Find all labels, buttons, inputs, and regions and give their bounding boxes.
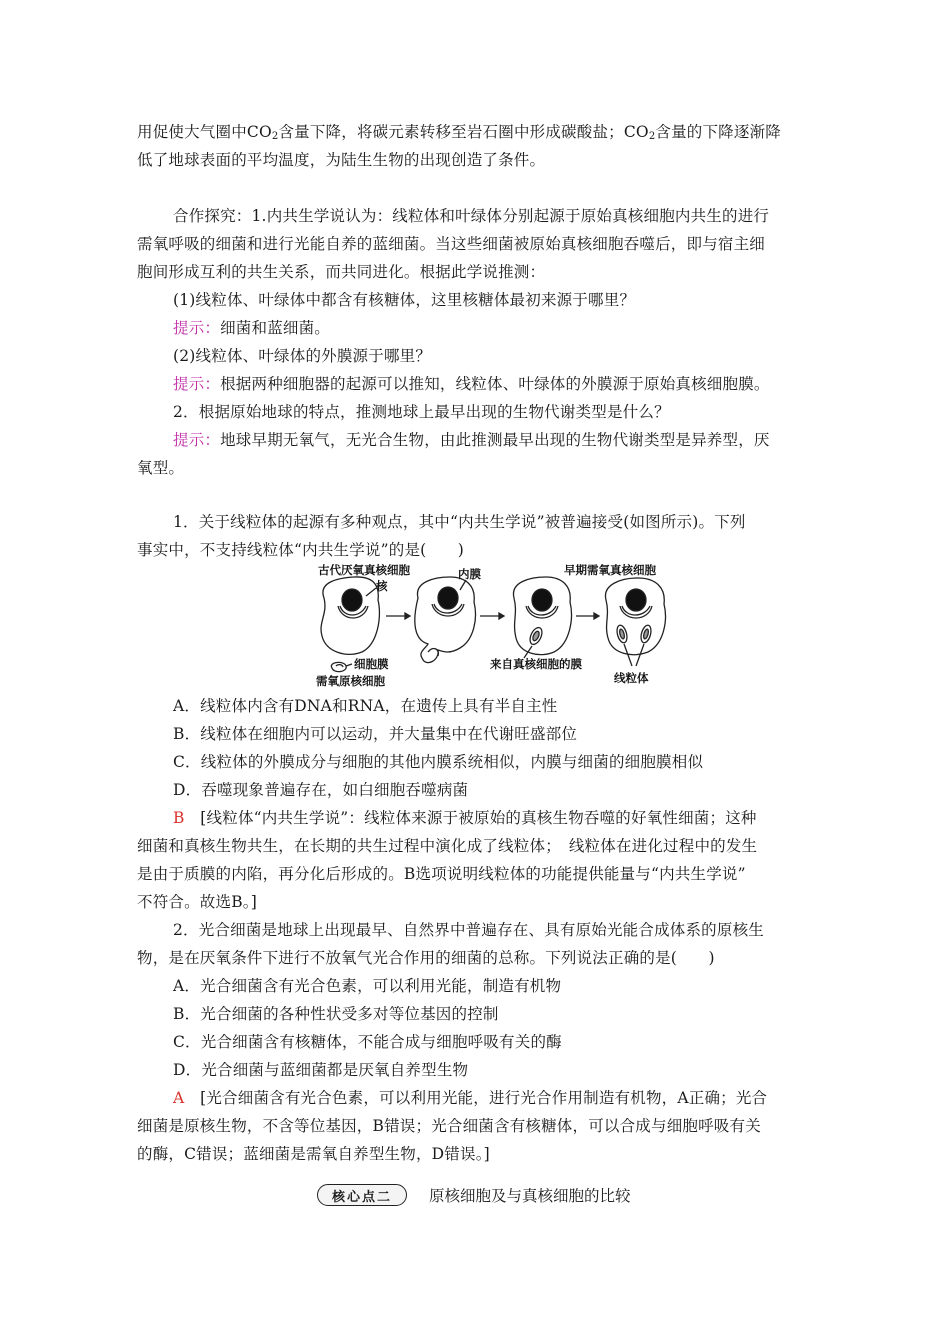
label-ancient-cell: 古代厌氧真核细胞 xyxy=(318,563,410,577)
q1-explanation-1: B [线粒体“内共生学说”：线粒体来源于被原始的真核生物吞噬的好氧性细菌；这种 xyxy=(173,809,757,827)
q2-option-c: C．光合细菌含有核糖体，不能合成与细胞呼吸有关的酶 xyxy=(173,1033,562,1051)
cell-4-nucleus xyxy=(626,589,646,611)
label-aerobic-bacteria: 需氧原核细胞 xyxy=(316,674,385,688)
q2-explanation-2: 细菌是原核生物，不含等位基因，B错误；光合细菌含有核糖体，可以合成与细胞呼吸有关 xyxy=(137,1117,761,1135)
cell-2-nucleus xyxy=(438,587,458,609)
label-cell-membrane: 细胞膜 xyxy=(354,657,389,671)
q1-answer: B xyxy=(173,809,185,827)
q2-stem-line-2: 物，是在厌氧条件下进行不放氧气光合作用的细菌的总称。下列说法正确的是( ) xyxy=(137,949,715,967)
explore-line-3: 胞间形成互利的共生关系，而共同进化。根据此学说推测： xyxy=(137,263,546,281)
hint-label: 提示： xyxy=(173,319,221,337)
intro-line-1: 用促使大气圈中$CO_2$含量下降，将碳元素转移至岩石圈中形成碳酸盐；$CO_2$含量的下降逐渐降 xyxy=(137,123,781,142)
q1-explanation-3: 是由于质膜的内陷，再分化后形成的。B选项说明线粒体的功能提供能量与“内共生学说” xyxy=(137,865,746,883)
q2-option-a: A．光合细菌含有光合色素，可以利用光能，制造有机物 xyxy=(173,977,562,995)
explore-hint-3-cont: 氧型。 xyxy=(137,459,185,477)
aerobic-bacterium-shape xyxy=(331,662,346,671)
explore-question-2: (2)线粒体、叶绿体的外膜源于哪里？ xyxy=(173,347,432,365)
q1-stem-line-2: 事实中，不支持线粒体“内共生学说”的是( ) xyxy=(137,541,465,559)
label-inner-membrane: 内膜 xyxy=(458,567,481,581)
explore-hint-3: 提示：地球早期无氧气，无光合生物，由此推测最早出现的生物代谢类型是异养型，厌 xyxy=(173,431,770,449)
q1-option-a: A．线粒体内含有DNA和RNA，在遗传上具有半自主性 xyxy=(173,697,558,715)
q1-option-c: C．线粒体的外膜成分与细胞的其他内膜系统相似，内膜与细菌的细胞膜相似 xyxy=(173,753,704,771)
q1-explanation-4: 不符合。故选B。] xyxy=(137,893,257,911)
q2-explanation-3: 的酶，C错误；蓝细菌是需氧自养型生物，D错误。] xyxy=(137,1145,490,1163)
explore-question-1: (1)线粒体、叶绿体中都含有核糖体，这里核糖体最初来源于哪里？ xyxy=(173,291,636,309)
q1-option-d: D．吞噬现象普遍存在，如白细胞吞噬病菌 xyxy=(173,781,469,799)
q2-answer: A xyxy=(173,1089,185,1107)
q1-option-b: B．线粒体在细胞内可以运动，并大量集中在代谢旺盛部位 xyxy=(173,725,578,743)
q1-stem-line-1: 1．关于线粒体的起源有多种观点，其中“内共生学说”被普遍接受(如图所示)。下列 xyxy=(173,513,746,531)
explore-hint-2: 提示：根据两种细胞器的起源可以推知，线粒体、叶绿体的外膜源于原始真核细胞膜。 xyxy=(173,375,770,393)
q2-option-d: D．光合细菌与蓝细菌都是厌氧自养型生物 xyxy=(173,1061,469,1079)
core-point-badge: 核心点二 xyxy=(317,1184,407,1206)
label-mitochondria: 线粒体 xyxy=(614,671,649,685)
label-early-cell: 早期需氧真核细胞 xyxy=(564,563,656,577)
cell-1-nucleus xyxy=(342,589,362,611)
intro-line-2: 低了地球表面的平均温度，为陆生生物的出现创造了条件。 xyxy=(137,151,546,169)
explore-line-2: 需氧呼吸的细菌和进行光能自养的蓝细菌。当这些细菌被原始真核细胞吞噬后，即与宿主细 xyxy=(137,235,766,253)
q2-explanation-1: A [光合细菌含有光合色素，可以利用光能，进行光合作用制造有机物，A正确；光合 xyxy=(173,1089,768,1107)
core-point-title: 原核细胞及与真核细胞的比较 xyxy=(429,1187,631,1205)
explore-question-3: 2．根据原始地球的特点，推测地球上最早出现的生物代谢类型是什么？ xyxy=(173,403,670,421)
hint-label: 提示： xyxy=(173,431,221,449)
hint-label: 提示： xyxy=(173,375,221,393)
explore-hint-1: 提示：细菌和蓝细菌。 xyxy=(173,319,331,337)
q1-explanation-2: 细菌和真核生物共生，在长期的共生过程中演化成了线粒体； 线粒体在进化过程中的发生 xyxy=(137,837,758,855)
core-point-heading xyxy=(317,1184,631,1206)
cell-3-nucleus xyxy=(532,589,552,611)
q2-stem-line-1: 2．光合细菌是地球上出现最早、自然界中普遍存在、具有原始光能合成体系的原核生 xyxy=(173,921,764,939)
endosymbiosis-figure xyxy=(310,560,680,692)
label-host-membrane: 来自真核细胞的膜 xyxy=(490,657,582,671)
label-nucleus: 核 xyxy=(376,579,388,593)
explore-line-1: 合作探究：1.内共生学说认为：线粒体和叶绿体分别起源于原始真核细胞内共生的进行 xyxy=(173,207,770,225)
q2-option-b: B．光合细菌的各种性状受多对等位基因的控制 xyxy=(173,1005,499,1023)
